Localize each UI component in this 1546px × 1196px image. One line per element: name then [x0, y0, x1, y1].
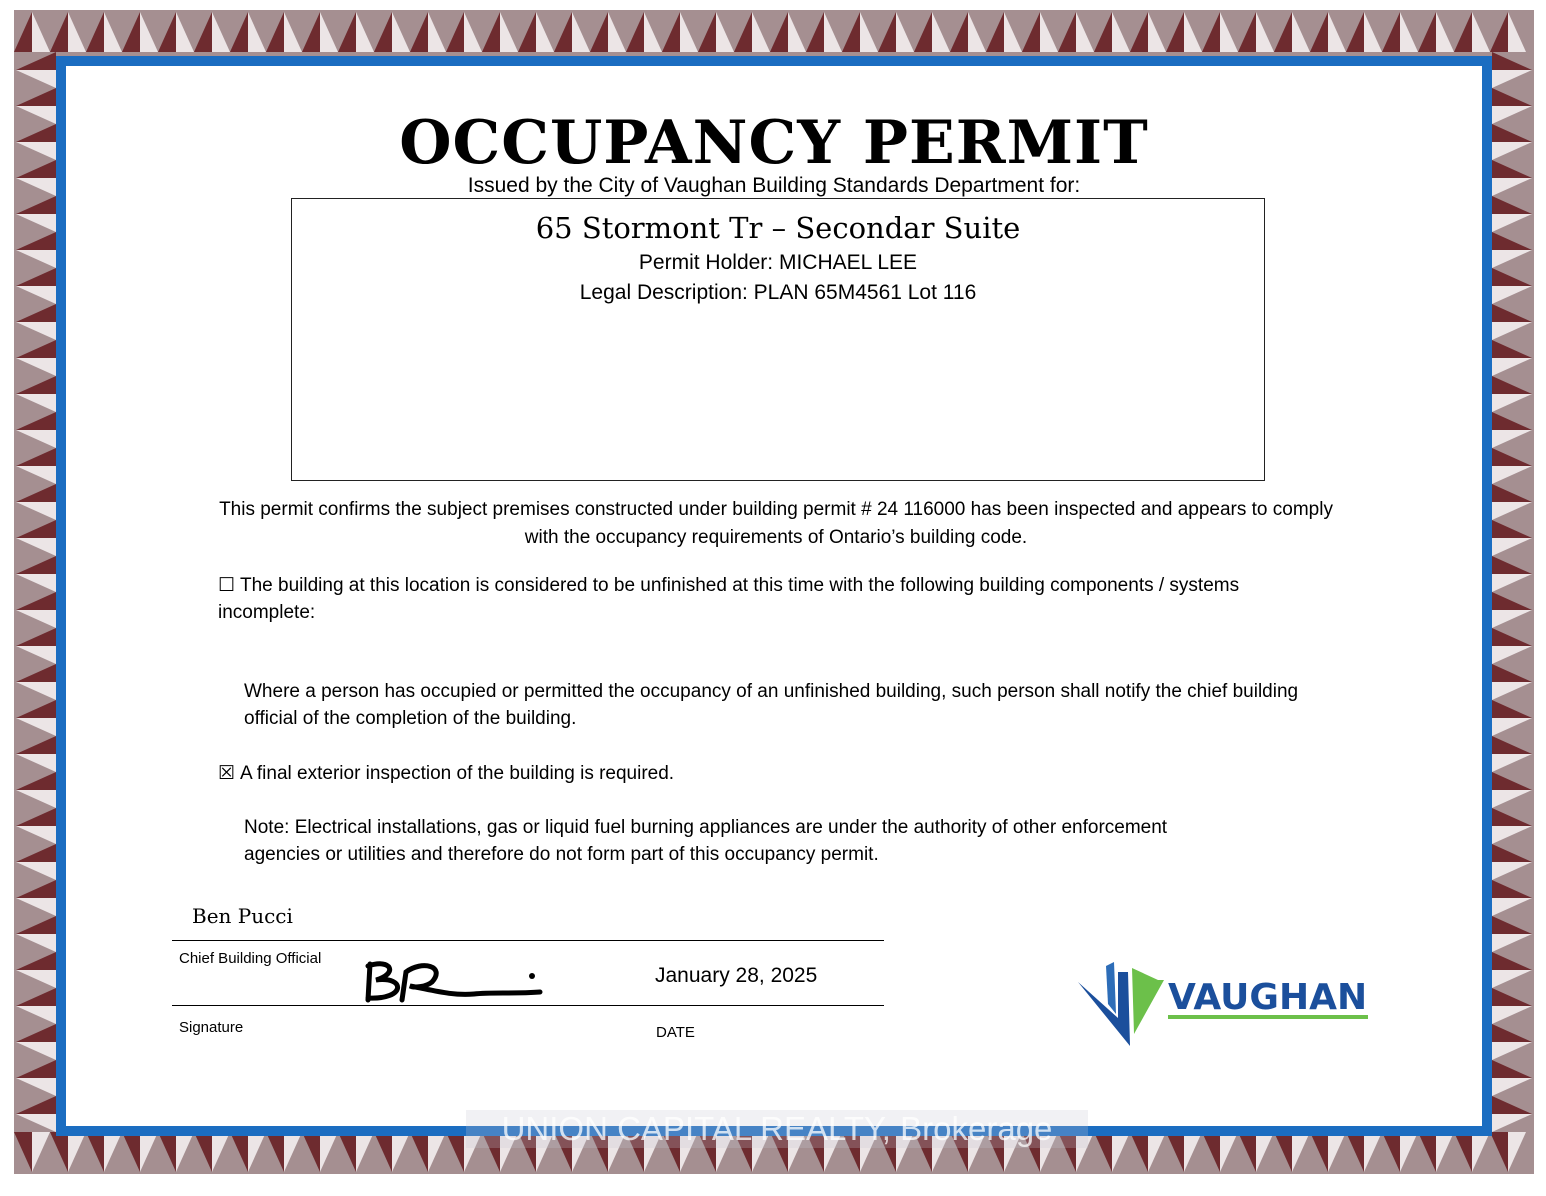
- unfinished-checkbox: ☐: [218, 575, 236, 596]
- property-address: 65 Stormont Tr – Secondar Suite: [535, 211, 1021, 245]
- official-name: Ben Pucci: [192, 904, 293, 928]
- signature-label: Signature: [179, 1019, 244, 1036]
- logo-blue-mark: [1078, 972, 1130, 1046]
- watermark: UNION CAPITAL REALTY, Brokerage: [466, 1110, 1088, 1148]
- exterior-text: A final exterior inspection of the building is required.: [240, 763, 675, 784]
- logo-green-mark: [1132, 968, 1164, 1034]
- unfinished-row: [218, 572, 1298, 626]
- note-text: Note: Electrical installations, gas or liquid fuel burning appliances are under the authority of other enforcement agencies or utilities and therefore do not form part of this occupancy permit.: [244, 817, 1168, 865]
- vaughan-logo: [1078, 958, 1378, 1048]
- logo-blue-mark-inner: [1106, 962, 1116, 1014]
- legal-description: Legal Description: PLAN 65M4561 Lot 116: [579, 281, 977, 304]
- unfinished-text: The building at this location is considered to be unfinished at this time with the following building components / systems incomplete:: [218, 575, 1240, 623]
- signature-image: [362, 954, 552, 1008]
- exterior-checkbox: ☒: [218, 763, 236, 784]
- exterior-row: [218, 760, 1298, 787]
- date-label: DATE: [656, 1024, 695, 1041]
- name-line: [172, 940, 884, 941]
- signature-line: [172, 1005, 884, 1006]
- unfinished-notice: Where a person has occupied or permitted the occupancy of an unfinished building, such person shall notify the chief building official of the completion of the building.: [244, 681, 1299, 729]
- date-value: January 28, 2025: [655, 964, 818, 987]
- confirmation-text: This permit confirms the subject premises constructed under building permit # 24 116000 has been inspected and appears to comply with the occupancy requirements of Ontario’s building code.: [219, 499, 1333, 548]
- official-title: Chief Building Official: [179, 950, 322, 967]
- permit-card: [56, 56, 1492, 1147]
- logo-text: VAUGHAN: [1168, 977, 1368, 1018]
- issued-by-text: Issued by the City of Vaughan Building Standards Department for:: [467, 174, 1081, 197]
- address-box: [291, 198, 1265, 481]
- page-title: OCCUPANCY PERMIT: [399, 108, 1149, 178]
- permit-holder: Permit Holder: MICHAEL LEE: [638, 251, 918, 274]
